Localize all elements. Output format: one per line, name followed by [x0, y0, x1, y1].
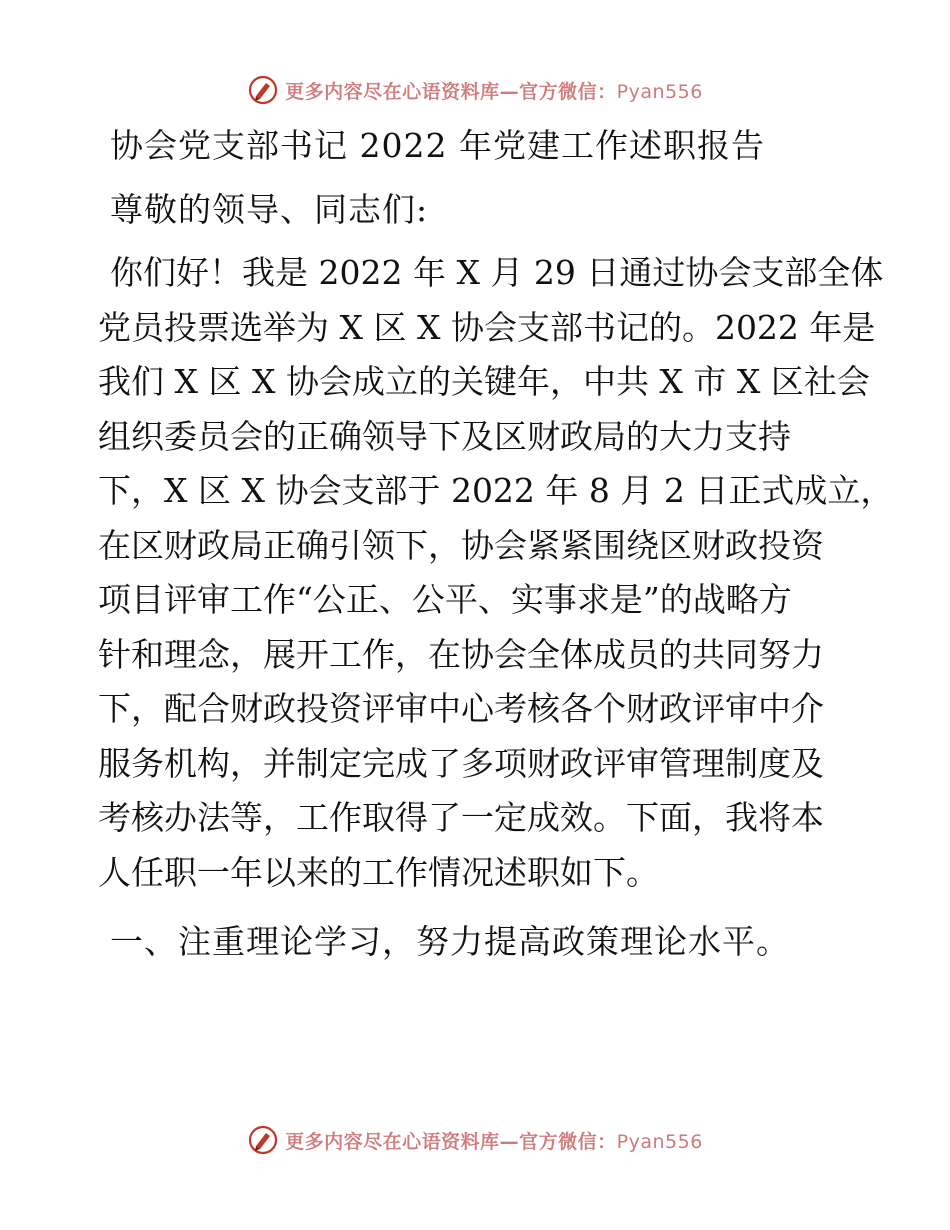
watermark-text: 更多内容尽在心语资料库—官方微信：Pyan556: [285, 1130, 703, 1153]
paragraph-line: 你们好！我是 2022 年 X 月 29 日通过协会支部全体: [110, 253, 884, 292]
paragraph-line: 针和理念，展开工作，在协会全体成员的共同努力: [98, 634, 824, 674]
watermark-banner-bottom: [0, 1123, 950, 1157]
paragraph-line: 在区财政局正确引领下，协会紧紧围绕区财政投资: [98, 525, 824, 565]
paragraph-line: 服务机构，并制定完成了多项财政评审管理制度及: [98, 743, 824, 783]
paragraph-line: 下，配合财政投资评审中心考核各个财政评审中介: [98, 689, 824, 728]
paragraph: [98, 246, 894, 900]
section-heading: 一、注重理论学习，努力提高政策理论水平。: [110, 922, 790, 961]
wechat-id: Pyan556: [616, 80, 703, 103]
wechat-id: Pyan556: [616, 1130, 703, 1153]
paragraph-line: 党员投票选举为 X 区 X 协会支部书记的。2022 年是: [98, 307, 876, 347]
pen-logo-icon: [247, 1124, 279, 1156]
document-body: [98, 118, 894, 970]
watermark-banner-top: [0, 73, 950, 107]
paragraph-line: 考核办法等，工作取得了一定成效。下面，我将本: [98, 798, 824, 837]
paragraph-line: 下，X 区 X 协会支部于 2022 年 8 月 2 日正式成立，: [98, 471, 894, 510]
paragraph-line: 我们 X 区 X 协会成立的关键年，中共 X 市 X 区社会: [98, 362, 870, 401]
watermark-text: 更多内容尽在心语资料库—官方微信：Pyan556: [285, 80, 703, 103]
pen-logo-icon: [247, 74, 279, 106]
paragraph-line: 人任职一年以来的工作情况述职如下。: [98, 852, 659, 892]
document-title: 协会党支部书记 2022 年党建工作述职报告: [110, 126, 765, 165]
paragraph-line: 组织委员会的正确领导下及区财政局的大力支持: [98, 416, 791, 456]
salutation: 尊敬的领导、同志们:: [110, 190, 429, 229]
paragraph-line: 项目评审工作“公正、公平、实事求是”的战略方: [98, 580, 792, 619]
